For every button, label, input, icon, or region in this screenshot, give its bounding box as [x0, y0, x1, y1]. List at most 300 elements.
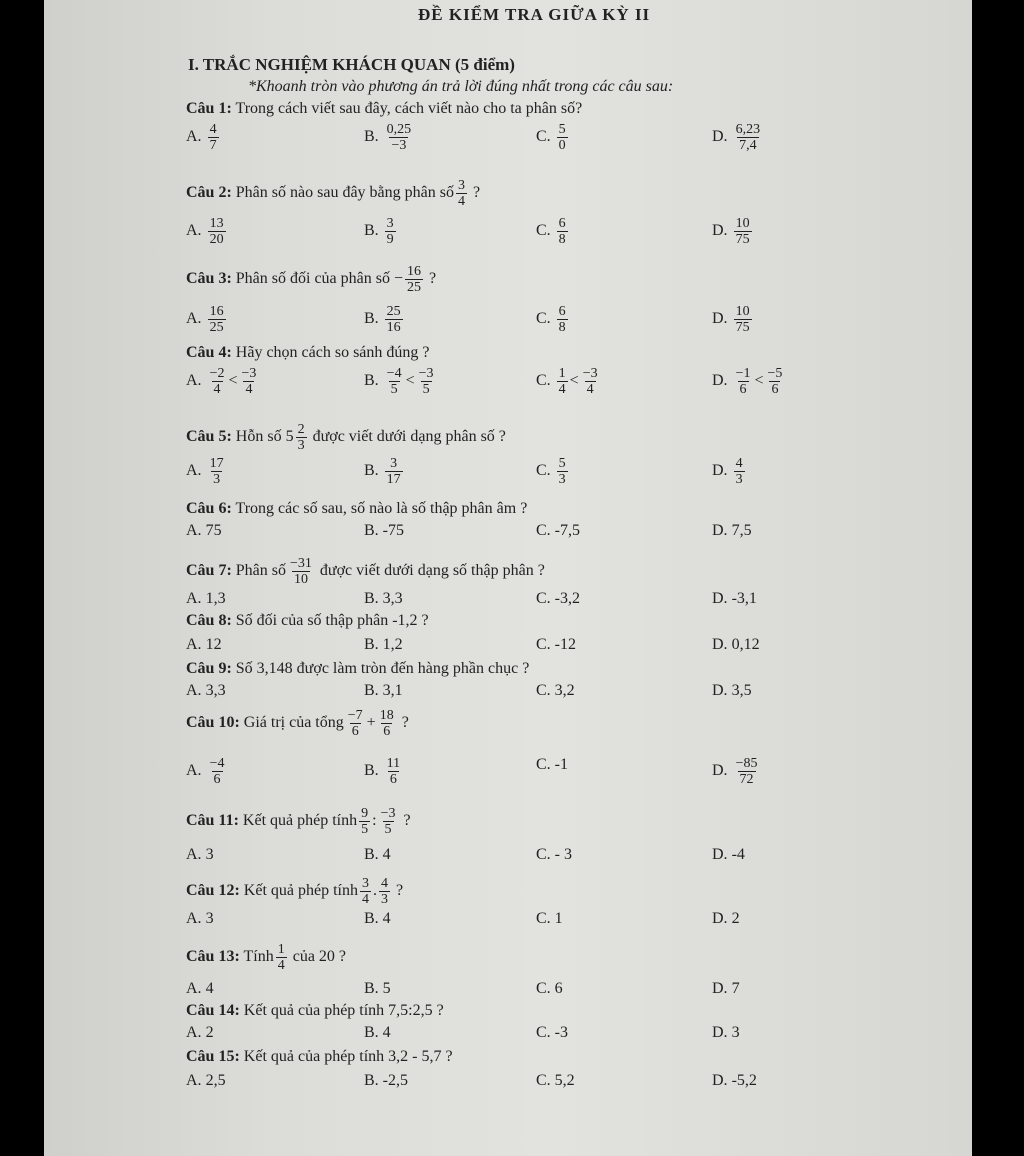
option-value: 2 [731, 910, 740, 927]
answer-option-b[interactable] [364, 756, 404, 787]
answer-option-c[interactable] [536, 304, 570, 335]
option-letter: C. [536, 682, 555, 699]
question-5 [186, 422, 506, 453]
question-suffix: được viết dưới dạng số thập phân ? [315, 562, 545, 580]
option-letter: C. [536, 1024, 555, 1041]
answer-option-b[interactable] [364, 304, 405, 335]
answer-option-c[interactable] [536, 846, 572, 864]
option-letter: C. [536, 128, 555, 146]
option-letter: A. [186, 846, 206, 863]
question-label: Câu 4: [186, 344, 232, 361]
option-value: 4 [382, 846, 391, 863]
question-text: Kết quả phép tính [238, 812, 358, 830]
fraction [379, 876, 390, 907]
numerator: 3 [457, 178, 465, 193]
fraction [385, 122, 414, 153]
question-suffix: được viết dưới dạng phân số ? [308, 428, 506, 446]
option-value: -3,2 [554, 590, 580, 607]
denominator: 4 [213, 382, 221, 397]
numerator: −3 [241, 366, 257, 381]
question-text: Phân số [231, 562, 287, 580]
answer-option-c[interactable] [536, 522, 580, 540]
numerator: 4 [380, 876, 388, 891]
fraction [734, 456, 745, 487]
answer-option-a[interactable] [186, 456, 228, 487]
option-value: 3,1 [382, 682, 403, 699]
question-label: Câu 10: [186, 714, 240, 732]
option-letter: C. [536, 980, 555, 997]
answer-option-c[interactable] [536, 1072, 575, 1090]
option-value: 3,3 [205, 682, 226, 699]
denominator: 6 [739, 382, 747, 397]
numerator: 5 [558, 456, 566, 471]
answer-option-c[interactable] [536, 590, 580, 608]
option-letter: C. [536, 222, 555, 240]
option-letter: B. [364, 636, 383, 653]
answer-option-c[interactable] [536, 456, 570, 487]
section-heading: I. TRẮC NGHIỆM KHÁCH QUAN (5 điểm) [188, 55, 515, 74]
option-letter: C. [536, 1072, 555, 1089]
answer-option-a[interactable] [186, 304, 228, 335]
option-letter: A. [186, 1072, 206, 1089]
numerator: −5 [767, 366, 783, 381]
answer-option-d[interactable] [712, 366, 786, 397]
question-text: Trong cách viết sau đây, cách viết nào cho ta phân số? [231, 100, 583, 117]
question-label: Câu 1: [186, 100, 232, 117]
operator: . [372, 882, 377, 900]
fraction [581, 366, 600, 397]
option-letter: B. [364, 522, 383, 539]
option-letter: D. [712, 128, 732, 146]
denominator: 4 [558, 382, 566, 397]
numerator: 16 [209, 304, 224, 319]
question-label: Câu 15: [186, 1048, 240, 1065]
question-11 [186, 806, 411, 837]
question-label: Câu 8: [186, 612, 232, 629]
numerator: −7 [347, 708, 363, 723]
option-value: 6 [554, 980, 563, 997]
numerator: 1 [277, 942, 285, 957]
denominator: 7,4 [739, 138, 757, 153]
option-value: 3,3 [382, 590, 403, 607]
option-value: 2 [205, 1024, 214, 1041]
option-letter: D. [712, 910, 732, 927]
answer-option-a[interactable] [186, 682, 226, 700]
option-value: 1 [554, 910, 563, 927]
option-letter: D. [712, 682, 732, 699]
question-3 [186, 264, 436, 295]
option-letter: D. [712, 590, 732, 607]
answer-option-c[interactable] [536, 910, 563, 928]
option-letter: D. [712, 980, 732, 997]
question-7 [186, 556, 545, 587]
answer-option-b[interactable] [364, 682, 403, 700]
denominator: 5 [422, 382, 430, 397]
question-text: Hãy chọn cách so sánh đúng ? [231, 344, 430, 361]
question-13 [186, 942, 346, 973]
option-letter: A. [186, 682, 206, 699]
fraction [360, 876, 371, 907]
question-12 [186, 876, 403, 907]
option-value: 7 [731, 980, 740, 997]
option-letter: A. [186, 310, 206, 328]
answer-option-d[interactable] [712, 122, 764, 153]
option-letter: B. [364, 310, 383, 328]
option-letter: A. [186, 128, 206, 146]
denominator: 25 [209, 320, 224, 335]
option-value: -2,5 [382, 1072, 408, 1089]
option-value: 75 [205, 522, 222, 539]
denominator: 72 [739, 772, 754, 787]
fraction [734, 366, 753, 397]
option-value: 3,2 [554, 682, 575, 699]
operator: : [372, 812, 377, 830]
denominator: 3 [297, 438, 305, 453]
option-letter: D. [712, 1072, 732, 1089]
numerator: 5 [558, 122, 566, 137]
option-letter: C. [536, 590, 555, 607]
question-label: Câu 13: [186, 948, 240, 966]
less-than-sign: < [569, 372, 579, 390]
numerator: −85 [735, 756, 758, 771]
answer-option-d[interactable] [712, 1024, 740, 1042]
answer-option-a[interactable] [186, 980, 214, 998]
option-letter: C. [536, 372, 555, 390]
option-letter: B. [364, 910, 383, 927]
denominator: 6 [771, 382, 779, 397]
less-than-sign: < [405, 372, 415, 390]
denominator: 3 [735, 472, 743, 487]
answer-option-d[interactable] [712, 522, 752, 540]
option-letter: A. [186, 980, 206, 997]
option-letter: D. [712, 846, 732, 863]
answer-option-b[interactable] [364, 910, 391, 928]
numerator: 6,23 [735, 122, 761, 137]
option-value: 3 [205, 910, 214, 927]
answer-option-d[interactable] [712, 682, 752, 700]
option-letter: B. [364, 682, 383, 699]
answer-option-a[interactable] [186, 366, 260, 397]
option-letter: B. [364, 1072, 383, 1089]
question-label: Câu 6: [186, 500, 232, 517]
denominator: 75 [735, 320, 750, 335]
numerator: 25 [386, 304, 401, 319]
numerator: 1 [558, 366, 566, 381]
option-value: 5 [382, 980, 391, 997]
option-letter: C. [536, 522, 555, 539]
option-value: -75 [382, 522, 404, 539]
option-value: 4 [205, 980, 214, 997]
numerator: 11 [386, 756, 401, 771]
denominator: 20 [209, 232, 224, 247]
question-suffix: của 20 ? [288, 948, 347, 966]
fraction [346, 708, 365, 739]
answer-option-a[interactable] [186, 590, 226, 608]
option-letter: C. [536, 636, 555, 653]
question-suffix: ? [397, 714, 409, 732]
numerator: 10 [735, 304, 750, 319]
denominator: 4 [586, 382, 594, 397]
fraction [734, 304, 752, 335]
answer-option-d[interactable] [712, 636, 760, 654]
numerator: 3 [386, 216, 394, 231]
question-text: Trong các số sau, số nào là số thập phân âm ? [231, 500, 528, 517]
answer-option-b[interactable] [364, 636, 403, 654]
option-value: 3 [205, 846, 214, 863]
question-8 [186, 612, 429, 630]
fraction [359, 806, 370, 837]
exam-paper [44, 0, 972, 1156]
fraction [766, 366, 785, 397]
answer-option-b[interactable] [364, 216, 398, 247]
fraction [208, 304, 226, 335]
question-label: Câu 7: [186, 562, 232, 580]
numerator: −3 [380, 806, 396, 821]
question-label: Câu 5: [186, 428, 232, 446]
denominator: 7 [209, 138, 217, 153]
question-text: Phân số nào sau đây bằng phân số [231, 184, 454, 202]
option-value: -4 [731, 846, 745, 863]
option-value: 1,3 [205, 590, 226, 607]
numerator: 16 [407, 264, 422, 279]
option-value: 7,5 [731, 522, 752, 539]
fraction [208, 122, 219, 153]
fraction [385, 456, 403, 487]
option-letter: C. [536, 462, 555, 480]
answer-option-b[interactable] [364, 366, 438, 397]
answer-option-d[interactable] [712, 1072, 757, 1090]
answer-option-a[interactable] [186, 216, 228, 247]
denominator: 4 [245, 382, 253, 397]
option-letter: A. [186, 462, 206, 480]
numerator: −1 [735, 366, 751, 381]
option-letter: B. [364, 222, 383, 240]
fraction [405, 264, 423, 295]
question-14 [186, 1002, 444, 1020]
answer-option-b[interactable] [364, 980, 391, 998]
numerator: −4 [209, 756, 225, 771]
question-label: Câu 11: [186, 812, 239, 830]
fraction [296, 422, 307, 453]
fraction [557, 216, 568, 247]
denominator: 8 [558, 320, 566, 335]
question-label: Câu 14: [186, 1002, 240, 1019]
answer-option-c[interactable] [536, 636, 576, 654]
answer-option-d[interactable] [712, 216, 754, 247]
less-than-sign: < [754, 372, 764, 390]
numerator: 3 [361, 876, 369, 891]
option-letter: B. [364, 762, 383, 780]
fraction [385, 756, 402, 787]
numerator: 10 [735, 216, 750, 231]
option-letter: A. [186, 372, 206, 390]
option-value: 12 [205, 636, 222, 653]
answer-option-a[interactable] [186, 522, 222, 540]
question-2 [186, 178, 480, 209]
numerator: 0,25 [386, 122, 412, 137]
numerator: −31 [290, 556, 312, 571]
question-text: Số đối của số thập phân -1,2 ? [231, 612, 429, 629]
fraction [276, 942, 287, 973]
question-text: Hỗn số [231, 428, 282, 446]
question-10 [186, 708, 409, 739]
option-letter: D. [712, 462, 732, 480]
option-letter: A. [186, 522, 206, 539]
answer-option-a[interactable] [186, 910, 214, 928]
denominator: 4 [277, 958, 285, 973]
denominator: 8 [558, 232, 566, 247]
answer-option-c[interactable] [536, 980, 563, 998]
option-letter: B. [364, 462, 383, 480]
answer-option-d[interactable] [712, 756, 761, 787]
option-value: 5,2 [554, 1072, 575, 1089]
option-letter: B. [364, 590, 383, 607]
option-letter: C. [536, 310, 555, 328]
fraction [379, 806, 398, 837]
answer-option-c[interactable] [536, 1024, 568, 1042]
answer-option-b[interactable] [364, 1024, 391, 1042]
denominator: 0 [558, 138, 566, 153]
denominator: 4 [457, 194, 465, 209]
numerator: 6 [558, 216, 566, 231]
denominator: 3 [558, 472, 566, 487]
answer-option-d[interactable] [712, 980, 740, 998]
numerator: −4 [386, 366, 402, 381]
numerator: −3 [418, 366, 434, 381]
answer-option-c[interactable] [536, 216, 570, 247]
denominator: 4 [361, 892, 369, 907]
option-letter: D. [712, 636, 732, 653]
answer-option-b[interactable] [364, 122, 415, 153]
denominator: 16 [386, 320, 401, 335]
option-value: 3 [731, 1024, 740, 1041]
answer-option-b[interactable] [364, 1072, 408, 1090]
fraction [734, 122, 763, 153]
exam-title: ĐỀ KIỂM TRA GIỮA KỲ II [418, 5, 651, 24]
option-letter: D. [712, 762, 732, 780]
question-label: Câu 9: [186, 660, 232, 677]
answer-option-d[interactable] [712, 456, 747, 487]
option-letter: A. [186, 590, 206, 607]
answer-option-b[interactable] [364, 846, 391, 864]
question-4 [186, 344, 430, 362]
denominator: 3 [380, 892, 388, 907]
option-value: 3,5 [731, 682, 752, 699]
option-value: -1 [554, 756, 568, 773]
question-text: Số 3,148 được làm tròn đến hàng phần chục ? [231, 660, 530, 677]
answer-option-c[interactable] [536, 366, 602, 397]
option-letter: B. [364, 846, 383, 863]
option-value: -3 [554, 1024, 568, 1041]
option-value: 0,12 [731, 636, 760, 653]
fraction [557, 366, 568, 397]
instruction-text: *Khoanh tròn vào phương án trả lời đúng nhất trong các câu sau: [248, 78, 674, 95]
answer-option-a[interactable] [186, 636, 222, 654]
option-letter: D. [712, 310, 732, 328]
answer-option-c[interactable] [536, 122, 570, 153]
answer-option-d[interactable] [712, 590, 757, 608]
answer-option-b[interactable] [364, 522, 404, 540]
option-letter: B. [364, 980, 383, 997]
denominator: 3 [213, 472, 221, 487]
option-letter: C. [536, 910, 555, 927]
fraction [208, 756, 227, 787]
option-value: -5,2 [731, 1072, 757, 1089]
option-letter: C. [536, 846, 555, 863]
fraction [557, 122, 568, 153]
numerator: −2 [209, 366, 225, 381]
answer-option-a[interactable] [186, 846, 214, 864]
answer-option-b[interactable] [364, 456, 405, 487]
option-value: 2,5 [205, 1072, 226, 1089]
fraction [734, 216, 752, 247]
answer-option-b[interactable] [364, 590, 403, 608]
numerator: 6 [558, 304, 566, 319]
fraction [385, 304, 403, 335]
answer-option-a[interactable] [186, 122, 221, 153]
option-letter: B. [364, 372, 383, 390]
fraction [378, 708, 396, 739]
numerator: 3 [390, 456, 398, 471]
denominator: 5 [384, 822, 392, 837]
numerator: 4 [209, 122, 217, 137]
option-letter: A. [186, 762, 206, 780]
question-label: Câu 12: [186, 882, 240, 900]
question-label: Câu 3: [186, 270, 232, 288]
denominator: 75 [735, 232, 750, 247]
fraction [385, 216, 396, 247]
denominator: 17 [386, 472, 401, 487]
fraction [208, 456, 226, 487]
fraction [208, 366, 227, 397]
question-text: Kết quả phép tính [239, 882, 358, 900]
answer-option-a[interactable] [186, 756, 228, 787]
numerator: 17 [209, 456, 224, 471]
numerator: 9 [361, 806, 369, 821]
question-15 [186, 1048, 453, 1066]
option-letter: C. [536, 756, 555, 773]
option-letter: D. [712, 222, 732, 240]
option-value: -3,1 [731, 590, 757, 607]
operator: + [366, 714, 376, 732]
fraction [557, 304, 568, 335]
answer-option-d[interactable] [712, 910, 740, 928]
answer-option-c[interactable] [536, 682, 575, 700]
answer-option-c[interactable] [536, 756, 568, 774]
denominator: 6 [213, 772, 221, 787]
numerator: 2 [297, 422, 305, 437]
denominator: 6 [351, 724, 359, 739]
less-than-sign: < [228, 372, 238, 390]
question-text: Kết quả của phép tính 3,2 - 5,7 ? [239, 1048, 453, 1065]
option-value: 4 [382, 910, 391, 927]
fraction [557, 456, 568, 487]
option-letter: D. [712, 372, 732, 390]
question-6 [186, 500, 527, 518]
option-letter: D. [712, 1024, 732, 1041]
numerator: 13 [209, 216, 224, 231]
answer-option-d[interactable] [712, 304, 754, 335]
denominator: 9 [386, 232, 394, 247]
numerator: −3 [582, 366, 598, 381]
fraction [208, 216, 226, 247]
option-letter: A. [186, 636, 206, 653]
answer-option-a[interactable] [186, 1072, 226, 1090]
answer-option-a[interactable] [186, 1024, 214, 1042]
numerator: 4 [735, 456, 743, 471]
answer-option-d[interactable] [712, 846, 745, 864]
question-suffix: ? [391, 882, 404, 900]
